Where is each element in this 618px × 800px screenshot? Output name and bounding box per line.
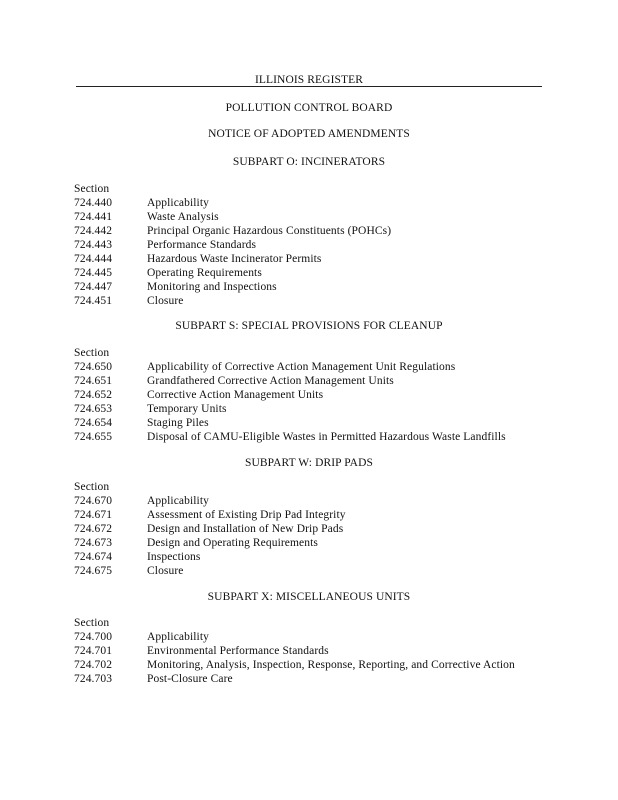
section-title: Waste Analysis — [147, 211, 219, 223]
section-row — [74, 211, 544, 225]
section-number: 724.672 — [74, 523, 113, 535]
section-number: 724.675 — [74, 565, 113, 577]
section-number: 724.650 — [74, 361, 113, 373]
section-number: 724.673 — [74, 537, 113, 549]
section-row — [74, 631, 544, 645]
section-title: Principal Organic Hazardous Constituents (POHCs) — [147, 225, 392, 237]
section-row — [74, 645, 544, 659]
section-number: 724.447 — [74, 281, 113, 293]
section-row — [74, 239, 544, 253]
section-row — [74, 375, 544, 389]
section-row — [74, 253, 544, 267]
section-number: 724.654 — [74, 417, 113, 429]
section-number: 724.702 — [74, 659, 113, 671]
subpart-heading: SUBPART W: DRIP PADS — [245, 457, 373, 469]
section-row — [74, 537, 544, 551]
section-row — [74, 565, 544, 579]
section-row — [74, 417, 544, 431]
section-title: Staging Piles — [147, 417, 209, 429]
section-row — [74, 431, 544, 445]
subpart-heading: SUBPART S: SPECIAL PROVISIONS FOR CLEANUP — [175, 320, 443, 332]
section-title: Design and Operating Requirements — [147, 537, 318, 549]
register-title: ILLINOIS REGISTER — [254, 74, 364, 86]
section-number: 724.700 — [74, 631, 113, 643]
section-number: 724.671 — [74, 509, 113, 521]
section-number: 724.703 — [74, 673, 113, 685]
section-number: 724.652 — [74, 389, 113, 401]
section-number: 724.651 — [74, 375, 113, 387]
section-number: 724.655 — [74, 431, 113, 443]
notice-title: NOTICE OF ADOPTED AMENDMENTS — [208, 128, 410, 140]
subpart-heading: SUBPART X: MISCELLANEOUS UNITS — [207, 591, 411, 603]
section-row — [74, 197, 544, 211]
subpart-heading: SUBPART O: INCINERATORS — [232, 156, 386, 168]
section-title: Environmental Performance Standards — [147, 645, 329, 657]
section-title: Applicability of Corrective Action Management Unit Regulations — [147, 361, 456, 373]
section-row — [74, 673, 544, 687]
section-number: 724.443 — [74, 239, 113, 251]
section-row — [74, 523, 544, 537]
section-title: Operating Requirements — [147, 267, 262, 279]
section-label: Section — [74, 347, 110, 359]
section-number: 724.653 — [74, 403, 113, 415]
section-number: 724.441 — [74, 211, 113, 223]
section-row — [74, 659, 544, 673]
section-title: Design and Installation of New Drip Pads — [147, 523, 344, 535]
section-number: 724.451 — [74, 295, 113, 307]
header-rule — [76, 86, 542, 87]
section-title: Monitoring, Analysis, Inspection, Response, Reporting, and Corrective Action — [147, 659, 515, 671]
section-row — [74, 361, 544, 375]
section-label: Section — [74, 481, 110, 493]
section-title: Temporary Units — [147, 403, 227, 415]
section-title: Inspections — [147, 551, 201, 563]
section-row — [74, 551, 544, 565]
section-row — [74, 495, 544, 509]
section-title: Monitoring and Inspections — [147, 281, 277, 293]
section-title: Assessment of Existing Drip Pad Integrity — [147, 509, 346, 521]
section-row — [74, 281, 544, 295]
section-row — [74, 225, 544, 239]
section-title: Performance Standards — [147, 239, 257, 251]
section-number: 724.444 — [74, 253, 113, 265]
section-title: Corrective Action Management Units — [147, 389, 324, 401]
section-title: Closure — [147, 295, 184, 307]
section-title: Hazardous Waste Incinerator Permits — [147, 253, 322, 265]
section-row — [74, 295, 544, 309]
section-title: Post-Closure Care — [147, 673, 233, 685]
section-number: 724.701 — [74, 645, 113, 657]
section-number: 724.442 — [74, 225, 113, 237]
section-row — [74, 509, 544, 523]
section-number: 724.674 — [74, 551, 113, 563]
section-title: Closure — [147, 565, 184, 577]
board-title: POLLUTION CONTROL BOARD — [225, 102, 393, 114]
section-label: Section — [74, 617, 110, 629]
section-row — [74, 403, 544, 417]
section-title: Applicability — [147, 495, 209, 507]
section-number: 724.445 — [74, 267, 113, 279]
section-title: Grandfathered Corrective Action Management Units — [147, 375, 394, 387]
section-label: Section — [74, 183, 110, 195]
section-title: Applicability — [147, 631, 209, 643]
section-number: 724.440 — [74, 197, 113, 209]
section-row — [74, 389, 544, 403]
section-title: Disposal of CAMU-Eligible Wastes in Permitted Hazardous Waste Landfills — [147, 431, 506, 443]
section-row — [74, 267, 544, 281]
section-title: Applicability — [147, 197, 209, 209]
section-number: 724.670 — [74, 495, 113, 507]
